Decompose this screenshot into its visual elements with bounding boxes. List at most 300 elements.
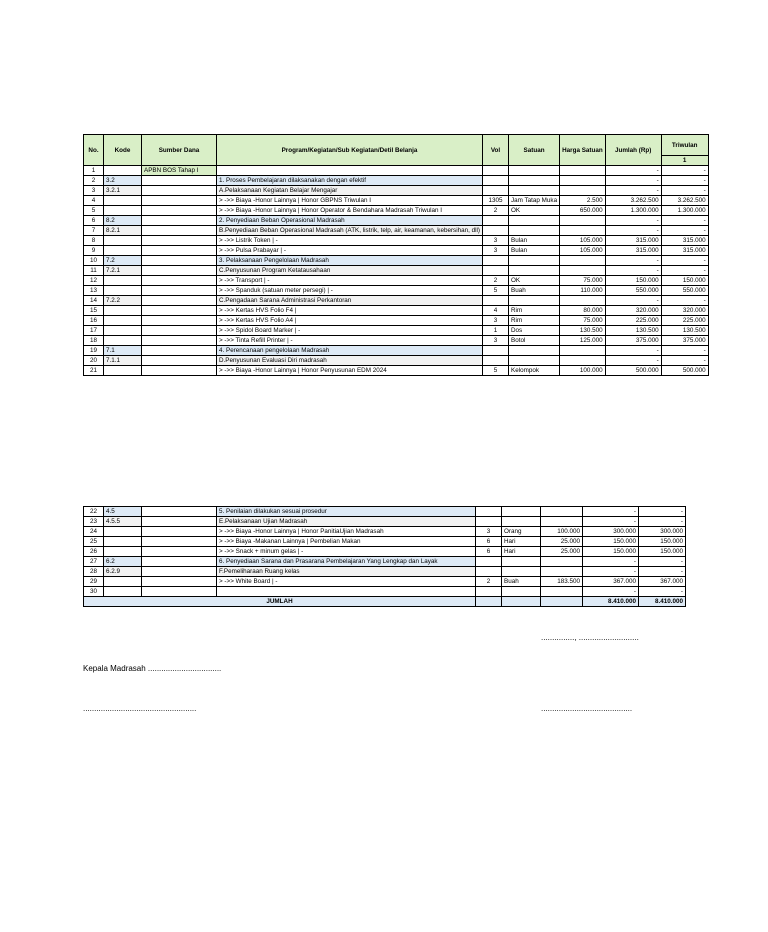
cell-satuan: Botol bbox=[509, 336, 560, 346]
cell-program: > ->> Biaya -Makanan Lainnya | Pembelian Makan bbox=[217, 537, 476, 547]
total-row bbox=[84, 597, 686, 607]
cell-vol bbox=[483, 356, 509, 366]
cell-sumber-dana bbox=[142, 226, 217, 236]
cell-vol: 3 bbox=[483, 236, 509, 246]
cell-satuan bbox=[509, 166, 560, 176]
cell-harga-satuan bbox=[560, 216, 606, 226]
cell-no: 2 bbox=[84, 176, 104, 186]
table-row bbox=[84, 246, 709, 256]
cell-sumber-dana bbox=[142, 286, 217, 296]
header-harga-satuan: Harga Satuan bbox=[560, 135, 606, 166]
header-sumber-dana: Sumber Dana bbox=[142, 135, 217, 166]
cell-triwulan: - bbox=[661, 166, 708, 176]
cell-satuan bbox=[502, 507, 541, 517]
table-row bbox=[84, 316, 709, 326]
cell-triwulan: - bbox=[661, 186, 708, 196]
cell-harga-satuan: 105.000 bbox=[560, 246, 606, 256]
cell-program bbox=[217, 166, 483, 176]
cell-vol: 6 bbox=[476, 547, 502, 557]
cell-jumlah: 130.500 bbox=[605, 326, 661, 336]
cell-sumber-dana bbox=[142, 206, 217, 216]
cell-jumlah: 367.000 bbox=[583, 577, 639, 587]
cell-no: 15 bbox=[84, 306, 104, 316]
table-row bbox=[84, 286, 709, 296]
cell-program: > ->> Listrik Token | - bbox=[217, 236, 483, 246]
cell-jumlah: 3.262.500 bbox=[605, 196, 661, 206]
cell-program: > ->> Pulsa Prabayar | - bbox=[217, 246, 483, 256]
cell-no: 16 bbox=[84, 316, 104, 326]
cell-harga-satuan: 110.000 bbox=[560, 286, 606, 296]
header-triwulan: Triwulan bbox=[661, 135, 708, 156]
cell-satuan bbox=[502, 567, 541, 577]
cell-harga-satuan: 125.000 bbox=[560, 336, 606, 346]
cell-vol: 1305 bbox=[483, 196, 509, 206]
cell-triwulan: - bbox=[639, 567, 686, 577]
cell-jumlah: 1.300.000 bbox=[605, 206, 661, 216]
total-jumlah: 8.410.000 bbox=[583, 597, 639, 607]
cell-no: 20 bbox=[84, 356, 104, 366]
cell-harga-satuan bbox=[560, 176, 606, 186]
total-label: JUMLAH bbox=[84, 597, 476, 607]
signature-right: ......................................... bbox=[541, 704, 633, 713]
cell-vol bbox=[476, 587, 502, 597]
cell-program: 3. Pelaksanaan Pengelolaan Madrasah bbox=[217, 256, 483, 266]
cell-harga-satuan bbox=[541, 517, 583, 527]
cell-sumber-dana bbox=[142, 356, 217, 366]
table-row bbox=[84, 176, 709, 186]
table-row bbox=[84, 507, 686, 517]
cell-program: B.Penyediaan Beban Operasional Madrasah (ATK, listrik, telp, air, keamanan, kebersihan, dll) bbox=[217, 226, 483, 236]
table-row bbox=[84, 346, 709, 356]
kepala-madrasah-label: Kepala Madrasah ................................. bbox=[83, 664, 222, 673]
cell-vol bbox=[483, 166, 509, 176]
cell-sumber-dana bbox=[142, 507, 217, 517]
cell-satuan: OK bbox=[509, 276, 560, 286]
cell-no: 4 bbox=[84, 196, 104, 206]
cell-kode bbox=[104, 196, 142, 206]
cell-no: 18 bbox=[84, 336, 104, 346]
signature-left: ................................................... bbox=[83, 704, 197, 713]
cell-no: 3 bbox=[84, 186, 104, 196]
cell-no: 29 bbox=[84, 577, 104, 587]
cell-harga-satuan: 105.000 bbox=[560, 236, 606, 246]
cell-sumber-dana bbox=[142, 537, 217, 547]
cell-vol: 5 bbox=[483, 366, 509, 376]
place-date-line: ..............., ........................... bbox=[541, 633, 639, 642]
cell-triwulan: - bbox=[661, 266, 708, 276]
cell-program: C.Penyusunan Program Ketatausahaan bbox=[217, 266, 483, 276]
table-row bbox=[84, 517, 686, 527]
cell-vol: 3 bbox=[483, 316, 509, 326]
cell-jumlah: - bbox=[605, 266, 661, 276]
cell-no: 11 bbox=[84, 266, 104, 276]
cell-sumber-dana bbox=[142, 186, 217, 196]
cell-no: 12 bbox=[84, 276, 104, 286]
table-row bbox=[84, 587, 686, 597]
cell-program: > ->> Transport | - bbox=[217, 276, 483, 286]
cell-kode bbox=[104, 577, 142, 587]
cell-satuan: Bulan bbox=[509, 246, 560, 256]
cell-vol bbox=[476, 567, 502, 577]
cell-jumlah: 315.000 bbox=[605, 246, 661, 256]
cell-satuan: Hari bbox=[502, 547, 541, 557]
cell-jumlah: 300.000 bbox=[583, 527, 639, 537]
header-kode: Kode bbox=[104, 135, 142, 166]
cell-triwulan: - bbox=[639, 557, 686, 567]
table-row bbox=[84, 186, 709, 196]
table-row bbox=[84, 336, 709, 346]
cell-harga-satuan: 130.500 bbox=[560, 326, 606, 336]
cell-jumlah: - bbox=[583, 507, 639, 517]
cell-kode bbox=[104, 316, 142, 326]
cell-jumlah: - bbox=[605, 176, 661, 186]
cell-triwulan: - bbox=[661, 256, 708, 266]
cell-kode bbox=[104, 587, 142, 597]
total-vol bbox=[476, 597, 502, 607]
cell-no: 6 bbox=[84, 216, 104, 226]
cell-sumber-dana bbox=[142, 547, 217, 557]
cell-triwulan: 150.000 bbox=[639, 547, 686, 557]
cell-sumber-dana bbox=[142, 256, 217, 266]
cell-program: 5. Penilaian dilakukan sesuai prosedur bbox=[217, 507, 476, 517]
cell-triwulan: - bbox=[661, 356, 708, 366]
table-row bbox=[84, 306, 709, 316]
cell-harga-satuan: 25.000 bbox=[541, 547, 583, 557]
cell-no: 22 bbox=[84, 507, 104, 517]
header-no: No. bbox=[84, 135, 104, 166]
header-vol: Vol bbox=[483, 135, 509, 166]
cell-jumlah: - bbox=[583, 517, 639, 527]
cell-program: > ->> Biaya -Honor Lainnya | Honor PanitiaUjian Madrasah bbox=[217, 527, 476, 537]
cell-satuan bbox=[509, 356, 560, 366]
table-body-1 bbox=[84, 166, 709, 376]
cell-triwulan: 315.000 bbox=[661, 246, 708, 256]
cell-vol: 4 bbox=[483, 306, 509, 316]
cell-satuan bbox=[509, 186, 560, 196]
cell-harga-satuan: 100.000 bbox=[560, 366, 606, 376]
table-row bbox=[84, 276, 709, 286]
cell-vol: 6 bbox=[476, 537, 502, 547]
cell-satuan bbox=[509, 256, 560, 266]
cell-satuan bbox=[509, 176, 560, 186]
cell-jumlah: - bbox=[583, 567, 639, 577]
table-row bbox=[84, 296, 709, 306]
cell-jumlah: 150.000 bbox=[605, 276, 661, 286]
cell-sumber-dana bbox=[142, 246, 217, 256]
cell-kode bbox=[104, 286, 142, 296]
cell-kode: 3.2.1 bbox=[104, 186, 142, 196]
cell-satuan: Rim bbox=[509, 306, 560, 316]
cell-kode: 7.2.2 bbox=[104, 296, 142, 306]
cell-vol bbox=[476, 557, 502, 567]
cell-satuan: Jam Tatap Muka bbox=[509, 196, 560, 206]
cell-jumlah: 320.000 bbox=[605, 306, 661, 316]
cell-vol bbox=[483, 186, 509, 196]
total-satuan bbox=[502, 597, 541, 607]
cell-program: > ->> Spanduk (satuan meter persegi) | - bbox=[217, 286, 483, 296]
total-harga bbox=[541, 597, 583, 607]
cell-vol bbox=[483, 216, 509, 226]
cell-no: 13 bbox=[84, 286, 104, 296]
cell-triwulan: - bbox=[661, 296, 708, 306]
cell-no: 24 bbox=[84, 527, 104, 537]
cell-sumber-dana bbox=[142, 266, 217, 276]
cell-jumlah: - bbox=[605, 356, 661, 366]
cell-jumlah: - bbox=[605, 256, 661, 266]
cell-sumber-dana bbox=[142, 216, 217, 226]
cell-sumber-dana bbox=[142, 587, 217, 597]
cell-harga-satuan: 100.000 bbox=[541, 527, 583, 537]
cell-harga-satuan: 2.500 bbox=[560, 196, 606, 206]
cell-jumlah: 150.000 bbox=[583, 547, 639, 557]
cell-no: 30 bbox=[84, 587, 104, 597]
cell-harga-satuan: 75.000 bbox=[560, 316, 606, 326]
cell-harga-satuan: 25.000 bbox=[541, 537, 583, 547]
cell-triwulan: 320.000 bbox=[661, 306, 708, 316]
cell-harga-satuan bbox=[560, 346, 606, 356]
table-row bbox=[84, 256, 709, 266]
cell-kode bbox=[104, 246, 142, 256]
cell-vol: 3 bbox=[476, 527, 502, 537]
cell-triwulan: 375.000 bbox=[661, 336, 708, 346]
cell-vol: 1 bbox=[483, 326, 509, 336]
cell-sumber-dana bbox=[142, 196, 217, 206]
cell-program: 6. Penyediaan Sarana dan Prasarana Pembelajaran Yang Lengkap dan Layak bbox=[217, 557, 476, 567]
cell-triwulan: 3.262.500 bbox=[661, 196, 708, 206]
cell-triwulan: - bbox=[639, 507, 686, 517]
cell-triwulan: 150.000 bbox=[639, 537, 686, 547]
cell-no: 10 bbox=[84, 256, 104, 266]
cell-sumber-dana bbox=[142, 276, 217, 286]
cell-no: 7 bbox=[84, 226, 104, 236]
table-row bbox=[84, 547, 686, 557]
cell-kode: 8.2 bbox=[104, 216, 142, 226]
cell-program: 2. Penyediaan Beban Operasional Madrasah bbox=[217, 216, 483, 226]
cell-triwulan: 130.500 bbox=[661, 326, 708, 336]
table-body-2 bbox=[84, 507, 686, 597]
cell-satuan bbox=[509, 216, 560, 226]
cell-jumlah: 315.000 bbox=[605, 236, 661, 246]
cell-triwulan: - bbox=[661, 216, 708, 226]
cell-sumber-dana bbox=[142, 577, 217, 587]
cell-jumlah: - bbox=[605, 296, 661, 306]
cell-harga-satuan bbox=[560, 296, 606, 306]
cell-no: 8 bbox=[84, 236, 104, 246]
cell-vol: 2 bbox=[476, 577, 502, 587]
cell-kode bbox=[104, 166, 142, 176]
table-row bbox=[84, 557, 686, 567]
cell-kode bbox=[104, 527, 142, 537]
cell-kode bbox=[104, 206, 142, 216]
cell-triwulan: 315.000 bbox=[661, 236, 708, 246]
cell-harga-satuan: 75.000 bbox=[560, 276, 606, 286]
cell-no: 23 bbox=[84, 517, 104, 527]
cell-triwulan: 550.000 bbox=[661, 286, 708, 296]
cell-triwulan: - bbox=[639, 517, 686, 527]
cell-kode bbox=[104, 306, 142, 316]
cell-no: 14 bbox=[84, 296, 104, 306]
cell-satuan: Hari bbox=[502, 537, 541, 547]
cell-harga-satuan bbox=[541, 507, 583, 517]
cell-vol bbox=[476, 507, 502, 517]
table-row bbox=[84, 166, 709, 176]
cell-program: F.Pemeliharaan Ruang kelas bbox=[217, 567, 476, 577]
cell-triwulan: - bbox=[661, 176, 708, 186]
cell-satuan: Kelompok bbox=[509, 366, 560, 376]
cell-triwulan: 367.000 bbox=[639, 577, 686, 587]
cell-triwulan: - bbox=[661, 346, 708, 356]
cell-jumlah: 225.000 bbox=[605, 316, 661, 326]
table-row bbox=[84, 577, 686, 587]
cell-program: > ->> Kertas HVS Folio A4 | bbox=[217, 316, 483, 326]
cell-satuan bbox=[502, 517, 541, 527]
table-row bbox=[84, 326, 709, 336]
cell-harga-satuan bbox=[560, 266, 606, 276]
cell-harga-satuan: 183.500 bbox=[541, 577, 583, 587]
cell-triwulan: - bbox=[661, 226, 708, 236]
cell-sumber-dana bbox=[142, 326, 217, 336]
header-satuan: Satuan bbox=[509, 135, 560, 166]
cell-jumlah: - bbox=[583, 557, 639, 567]
cell-kode: 7.1.1 bbox=[104, 356, 142, 366]
cell-sumber-dana bbox=[142, 176, 217, 186]
cell-satuan: Orang bbox=[502, 527, 541, 537]
cell-harga-satuan bbox=[560, 356, 606, 366]
cell-jumlah: 500.000 bbox=[605, 366, 661, 376]
cell-program: > ->> Biaya -Honor Lainnya | Honor GBPNS Triwulan I bbox=[217, 196, 483, 206]
cell-no: 9 bbox=[84, 246, 104, 256]
cell-program bbox=[217, 587, 476, 597]
cell-jumlah: - bbox=[605, 186, 661, 196]
cell-harga-satuan bbox=[560, 256, 606, 266]
cell-triwulan: 300.000 bbox=[639, 527, 686, 537]
cell-vol: 5 bbox=[483, 286, 509, 296]
cell-jumlah: 150.000 bbox=[583, 537, 639, 547]
cell-satuan: OK bbox=[509, 206, 560, 216]
cell-program: 1. Proses Pembelajaran dilaksanakan dengan efektif bbox=[217, 176, 483, 186]
table-row bbox=[84, 196, 709, 206]
cell-vol: 3 bbox=[483, 246, 509, 256]
cell-kode bbox=[104, 236, 142, 246]
cell-jumlah: - bbox=[605, 346, 661, 356]
cell-harga-satuan bbox=[541, 567, 583, 577]
table-row bbox=[84, 527, 686, 537]
cell-sumber-dana bbox=[142, 527, 217, 537]
cell-harga-satuan bbox=[560, 186, 606, 196]
cell-sumber-dana bbox=[142, 517, 217, 527]
cell-vol bbox=[483, 256, 509, 266]
budget-table-part1 bbox=[83, 134, 709, 376]
cell-sumber-dana bbox=[142, 366, 217, 376]
cell-no: 1 bbox=[84, 166, 104, 176]
cell-program: > ->> White Board | - bbox=[217, 577, 476, 587]
cell-no: 17 bbox=[84, 326, 104, 336]
cell-jumlah: - bbox=[605, 216, 661, 226]
cell-kode: 7.2.1 bbox=[104, 266, 142, 276]
table-row bbox=[84, 236, 709, 246]
header-program: Program/Kegiatan/Sub Kegiatan/Detil Belanja bbox=[217, 135, 483, 166]
cell-kode bbox=[104, 326, 142, 336]
cell-program: > ->> Snack + minum gelas | - bbox=[217, 547, 476, 557]
cell-vol bbox=[483, 346, 509, 356]
cell-satuan bbox=[502, 587, 541, 597]
cell-jumlah: - bbox=[605, 226, 661, 236]
cell-harga-satuan: 80.000 bbox=[560, 306, 606, 316]
cell-vol: 2 bbox=[483, 276, 509, 286]
cell-kode: 6.2 bbox=[104, 557, 142, 567]
cell-sumber-dana bbox=[142, 296, 217, 306]
cell-no: 19 bbox=[84, 346, 104, 356]
cell-triwulan: 225.000 bbox=[661, 316, 708, 326]
cell-no: 26 bbox=[84, 547, 104, 557]
cell-vol bbox=[483, 226, 509, 236]
cell-triwulan: 1.300.000 bbox=[661, 206, 708, 216]
cell-no: 21 bbox=[84, 366, 104, 376]
cell-satuan: Dos bbox=[509, 326, 560, 336]
cell-vol bbox=[483, 266, 509, 276]
table-row bbox=[84, 266, 709, 276]
table-row bbox=[84, 356, 709, 366]
cell-program: 4. Perencanaan pengelolaan Madrasah bbox=[217, 346, 483, 356]
cell-program: > ->> Tinta Refill Printer | - bbox=[217, 336, 483, 346]
cell-jumlah: - bbox=[583, 587, 639, 597]
cell-kode: 4.5 bbox=[104, 507, 142, 517]
cell-kode bbox=[104, 537, 142, 547]
cell-vol bbox=[483, 296, 509, 306]
cell-jumlah: 550.000 bbox=[605, 286, 661, 296]
cell-jumlah: 375.000 bbox=[605, 336, 661, 346]
cell-triwulan: - bbox=[639, 587, 686, 597]
cell-sumber-dana bbox=[142, 316, 217, 326]
cell-program: D.Penyusunan Evaluasi Diri madrasah bbox=[217, 356, 483, 366]
cell-harga-satuan bbox=[541, 557, 583, 567]
cell-no: 28 bbox=[84, 567, 104, 577]
table-row bbox=[84, 216, 709, 226]
table-row bbox=[84, 226, 709, 236]
budget-table-part2 bbox=[83, 506, 686, 607]
cell-satuan: Buah bbox=[509, 286, 560, 296]
cell-vol: 3 bbox=[483, 336, 509, 346]
cell-sumber-dana bbox=[142, 557, 217, 567]
table-row bbox=[84, 366, 709, 376]
cell-kode: 7.2 bbox=[104, 256, 142, 266]
cell-vol bbox=[483, 176, 509, 186]
cell-program: > ->> Biaya -Honor Lainnya | Honor Penyusunan EDM 2024 bbox=[217, 366, 483, 376]
cell-kode bbox=[104, 547, 142, 557]
header-triwulan-1: 1 bbox=[661, 156, 708, 166]
cell-kode: 3.2 bbox=[104, 176, 142, 186]
cell-program: C.Pengadaan Sarana Administrasi Perkantoran bbox=[217, 296, 483, 306]
cell-kode bbox=[104, 366, 142, 376]
cell-kode bbox=[104, 336, 142, 346]
cell-sumber-dana bbox=[142, 306, 217, 316]
cell-harga-satuan bbox=[560, 226, 606, 236]
cell-no: 27 bbox=[84, 557, 104, 567]
cell-satuan bbox=[509, 226, 560, 236]
table-row bbox=[84, 537, 686, 547]
cell-harga-satuan bbox=[560, 166, 606, 176]
cell-satuan: Rim bbox=[509, 316, 560, 326]
cell-satuan: Buah bbox=[502, 577, 541, 587]
cell-satuan bbox=[509, 266, 560, 276]
cell-kode: 8.2.1 bbox=[104, 226, 142, 236]
cell-harga-satuan: 650.000 bbox=[560, 206, 606, 216]
cell-program: > ->> Spidol Board Marker | - bbox=[217, 326, 483, 336]
cell-program: > ->> Kertas HVS Folio F4 | bbox=[217, 306, 483, 316]
cell-sumber-dana bbox=[142, 336, 217, 346]
cell-no: 25 bbox=[84, 537, 104, 547]
table-row bbox=[84, 567, 686, 577]
